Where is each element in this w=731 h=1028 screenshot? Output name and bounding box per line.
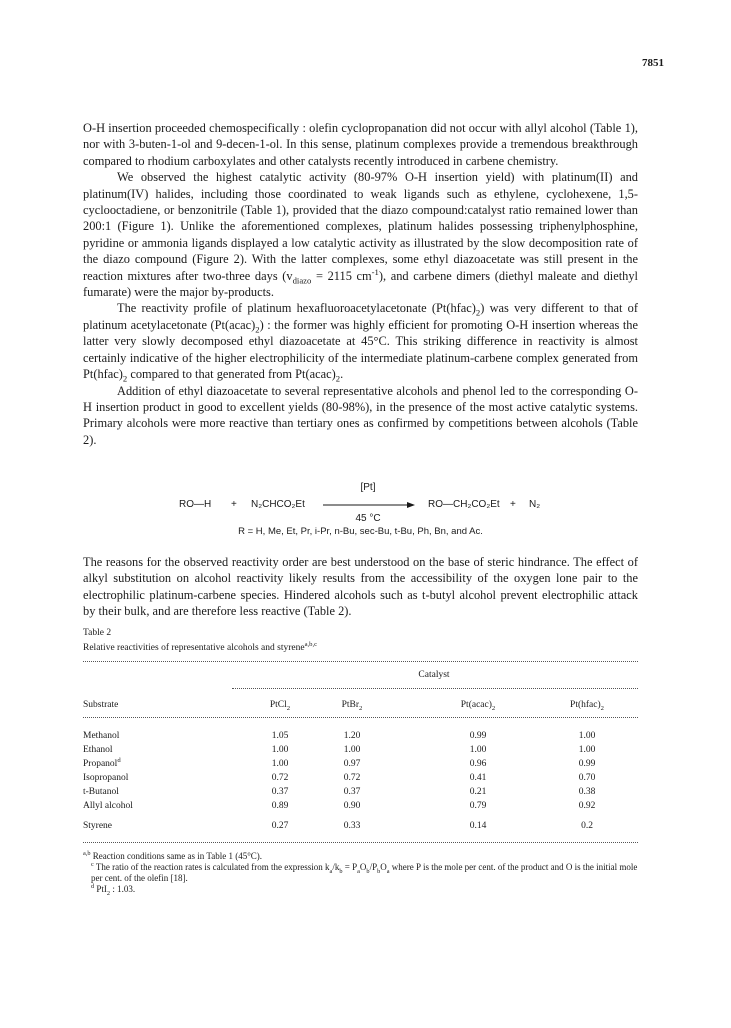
table-cell-substrate: Isopropanol	[83, 773, 129, 783]
table-cell-value: 1.00	[271, 759, 289, 769]
body-paragraph: The reactivity profile of platinum hexafluoroacetylacetonate $(Pt(hfac)_2)$ was very different to that of platinum acetylacetonate $(Pt(acac)_2)$ : the former was highly efficient for promoting O-H insertion whereas the latter very slowly decomposed ethyl diazoacetate at 45°C. This striking difference in reactivity is almost certainly indicative of the higher electrophilicity of the intermediate platinum-carbene complex generated from $Pt(hfac)_2$ compared to that generated from $Pt(acac)_2$.	[83, 301, 639, 384]
table-cell-value: 0.33	[343, 821, 361, 831]
scheme-conditions-label: 45 °C	[355, 513, 381, 524]
scheme-product-ether: RO—CH₂CO₂Et	[428, 499, 500, 510]
table-footnote: $^c$ The ratio of the reaction rates is calculated from the expression $k_a/k_b = P_aO_b/P_bO_a$ where P is the mole per cent. of the product and O is the initial mole per cent. of the olefin [18].	[91, 861, 638, 883]
table-cell-value: 0.97	[343, 759, 361, 769]
table-cell-value: 1.00	[469, 745, 487, 755]
table-cell-value: 0.70	[578, 773, 596, 783]
scheme-reactant-diazo: N₂CHCO₂Et	[251, 499, 305, 510]
table-cell-substrate: Styrene	[83, 821, 113, 831]
table-cell-value: 0.2	[581, 821, 593, 831]
table-label: Table 2	[83, 628, 112, 638]
table-header-cell: Substrate	[83, 700, 119, 710]
scheme-product-nitrogen: N₂	[529, 499, 541, 510]
table-cell-substrate: t-Butanol	[83, 787, 119, 797]
body-paragraph: O-H insertion proceeded chemospecifically : olefin cyclopropanation did not occur with allyl alcohol (Table 1), nor with 3-buten-1-ol and 9-decen-1-ol. In this sense, platinum complexes provide a tremendous breakthrough compared to rhodium carboxylates and other catalysts recently introduced in carbene chemistry.	[83, 121, 638, 168]
scheme-catalyst-label: [Pt]	[360, 482, 376, 493]
table-cell-value: 0.72	[343, 773, 361, 783]
table-cell-value: 0.92	[578, 801, 596, 811]
table-header-cell: PtBr$_2$	[341, 700, 363, 712]
table-cell-substrate: Ethanol	[83, 745, 113, 755]
table-cell-value: 0.41	[469, 773, 487, 783]
body-paragraph: Addition of ethyl diazoacetate to several representative alcohols and phenol led to the corresponding O-H insertion product in good to excellent yields (80-98%), in the presence of the most active catalytic systems. Primary alcohols were more reactive than tertiary ones as confirmed by competitions between alcohols (Table 2).	[83, 383, 638, 447]
table-cell-value: 0.37	[343, 787, 361, 797]
table-footnote: $^d$ PtI$_2$ : 1.03.	[91, 883, 136, 897]
scheme-reactant-alcohol: RO—H	[179, 499, 212, 510]
table-cell-value: 0.89	[271, 801, 289, 811]
scheme-plus-1: +	[231, 499, 237, 510]
table-header-rule	[83, 717, 638, 718]
table-cell-substrate: Propanol$^d$	[83, 756, 121, 769]
table-top-rule	[83, 661, 638, 662]
table-header-cell: $Pt(acac)_2$	[460, 700, 496, 712]
table-cell-value: 0.99	[578, 759, 596, 769]
table-cell-value: 0.27	[271, 821, 289, 831]
table-cell-value: 1.00	[343, 745, 361, 755]
scheme-r-groups: R = H, Me, Et, Pr, i-Pr, n-Bu, sec-Bu, t-Bu, Ph, Bn, and Ac.	[238, 526, 483, 537]
table-cell-substrate: Methanol	[83, 731, 120, 741]
table-caption: Relative reactivities of representative alcohols and styrene$^{a,b,c}$	[83, 640, 318, 653]
reasons-paragraph: The reasons for the observed reactivity order are best understood on the base of steric hindrance. The effect of alkyl substitution on alcohol reactivity likely results from the accessibility of the oxygen lone pair to the electrophilic platinum-carbene species. Hindered alcohols such as t-butyl alcohol prevent electrophilic attack by their bulk, and are therefore less reactive (Table 2).	[83, 555, 638, 619]
table-cell-value: 1.05	[271, 731, 289, 741]
table-group-rule	[232, 688, 638, 689]
table-group-header: Catalyst	[418, 670, 450, 680]
body-paragraph: We observed the highest catalytic activity (80-97% O-H insertion yield) with platinum(II) and platinum(IV) halides, including those coordinated to weak ligands such as ethylene, cyclohexene, 1,5-cyclooctadiene, or benzonitrile (Table 1), provided that the diazo compound:catalyst ratio remained lower than 200:1 (Figure 1). Unlike the aforementioned complexes, platinum halides possessing triphenylphosphine, pyridine or ammonia ligands displayed a low catalytic activity as illustrated by the slow decomposition rate of the diazo compound (Figure 2). With the latter complexes, some ethyl diazoacetate was still present in the reaction mixtures after two-three days ($v_{diazo} = 2115$ $cm^{-1}$), and carbene dimers (diethyl maleate and diethyl fumarate) were the major by-products.	[83, 170, 638, 300]
table-cell-value: 0.72	[271, 773, 289, 783]
table-footnotes	[83, 851, 638, 895]
table-cell-value: 0.14	[469, 821, 487, 831]
table-cell-value: 1.00	[271, 745, 289, 755]
table-cell-value: 1.00	[578, 731, 596, 741]
table-cell-value: 0.38	[578, 787, 596, 797]
table-cell-value: 0.79	[469, 801, 487, 811]
table-bottom-rule	[83, 842, 638, 843]
table-cell-value: 0.37	[271, 787, 289, 797]
table-header-cell: PtCl$_2$	[269, 700, 291, 712]
table-cell-value: 0.96	[469, 759, 487, 769]
page-number: 7851	[642, 57, 664, 69]
table-cell-value: 1.00	[578, 745, 596, 755]
body-text	[83, 120, 638, 448]
table-cell-substrate: Allyl alcohol	[83, 801, 133, 811]
scheme-plus-2: +	[510, 499, 516, 510]
reaction-arrow-icon	[323, 501, 415, 509]
table-cell-value: 0.21	[469, 787, 487, 797]
table-cell-value: 0.99	[469, 731, 487, 741]
table-header-cell: $Pt(hfac)_2$	[570, 700, 604, 712]
table-cell-value: 0.90	[343, 801, 361, 811]
table-footnote: $^{a,b}$ Reaction conditions same as in Table 1 (45°C).	[83, 850, 263, 861]
table-cell-value: 1.20	[343, 731, 361, 741]
